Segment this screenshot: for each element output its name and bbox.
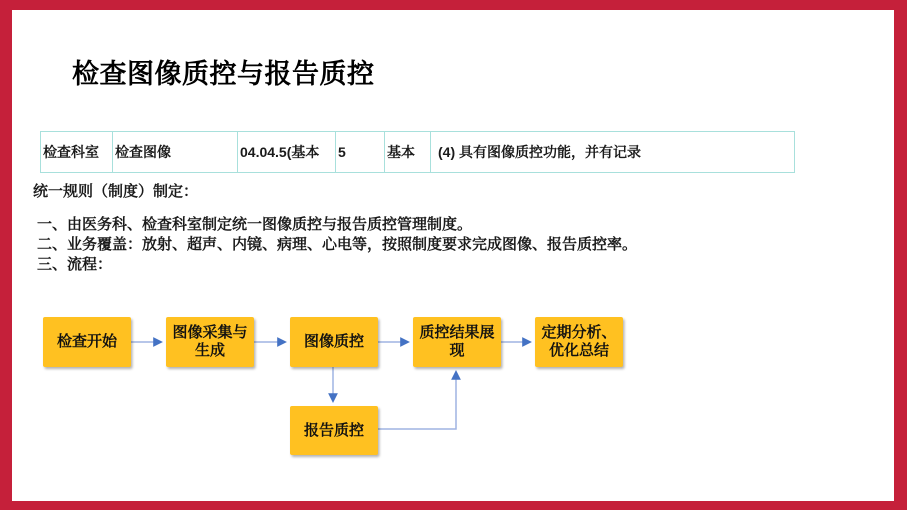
rule-item-1: 一、由医务科、检查科室制定统一图像质控与报告质控管理制度。 [37, 216, 473, 233]
table-cell-level-number: 5 [336, 132, 385, 172]
table-cell-criteria-code: 04.04.5(基本 [238, 132, 336, 172]
criteria-table [40, 131, 795, 173]
table-cell-exam-image: 检查图像 [113, 132, 238, 172]
flow-node-image-capture-generate: 图像采集与生成 [166, 317, 254, 367]
table-cell-level-basic: 基本 [385, 132, 431, 172]
table-cell-exam-department: 检查科室 [41, 132, 113, 172]
rule-item-3: 三、流程： [37, 256, 113, 273]
flow-node-report-qc: 报告质控 [290, 406, 378, 455]
flow-node-qc-result-display: 质控结果展现 [413, 317, 501, 367]
slide-title: 检查图像质控与报告质控 [72, 59, 375, 89]
flow-node-exam-start: 检查开始 [43, 317, 131, 367]
rule-intro-text: 统一规则（制度）制定： [33, 183, 199, 200]
flow-node-image-qc: 图像质控 [290, 317, 378, 367]
flow-node-periodic-analysis-summary: 定期分析、优化总结 [535, 317, 623, 367]
rule-item-2: 二、业务覆盖：放射、超声、内镜、病理、心电等，按照制度要求完成图像、报告质控率。 [37, 236, 638, 253]
rule-item-list [37, 215, 637, 275]
table-cell-requirement: (4) 具有图像质控功能，并有记录 [438, 144, 641, 160]
